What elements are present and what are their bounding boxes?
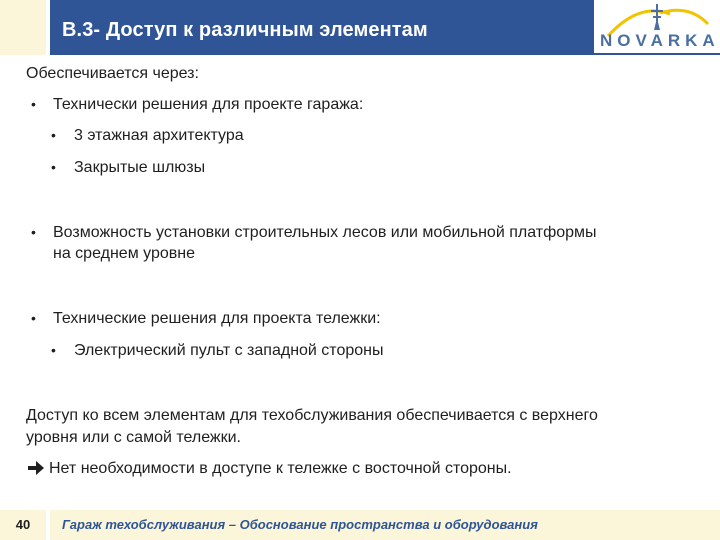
arrow-right-icon xyxy=(28,461,44,475)
header-rule xyxy=(594,53,720,55)
conclusion-text: Нет необходимости в доступе к тележке с восточной стороны. xyxy=(49,460,512,477)
bullet-icon: • xyxy=(31,224,36,240)
bullet-icon: • xyxy=(31,96,36,112)
tower-icon xyxy=(651,4,663,30)
bullet-icon: • xyxy=(51,342,56,358)
sub-list-item: 3 этажная архитектура xyxy=(74,127,244,144)
bullet-icon: • xyxy=(31,310,36,326)
logo-wordmark: NOVARKA xyxy=(600,31,720,50)
summary-line: Доступ ко всем элементам для техобслуживания обеспечивается с верхнего xyxy=(26,407,598,424)
sub-list-item: Электрический пульт с западной стороны xyxy=(74,342,384,359)
intro-text: Обеспечивается через: xyxy=(26,65,199,82)
sub-list-item: Закрытые шлюзы xyxy=(74,159,206,176)
page-number: 40 xyxy=(15,517,31,532)
bullet-icon: • xyxy=(51,127,56,143)
list-item: Технические решения для проекта тележки: xyxy=(53,310,381,327)
list-item-line: Возможность установки строительных лесов или мобильной платформы xyxy=(53,224,597,241)
slide-title: B.3- Доступ к различным элементам xyxy=(62,19,428,41)
header-left-block xyxy=(0,0,46,55)
footer-title: Гараж техобслуживания – Обоснование пространства и оборудования xyxy=(62,517,538,532)
footer-separator xyxy=(46,510,50,540)
summary-line: уровня или с самой тележки. xyxy=(26,429,241,446)
list-item: Технически решения для проекте гаража: xyxy=(53,96,364,113)
list-item-line: на среднем уровне xyxy=(53,245,195,262)
bullet-icon: • xyxy=(51,159,56,175)
